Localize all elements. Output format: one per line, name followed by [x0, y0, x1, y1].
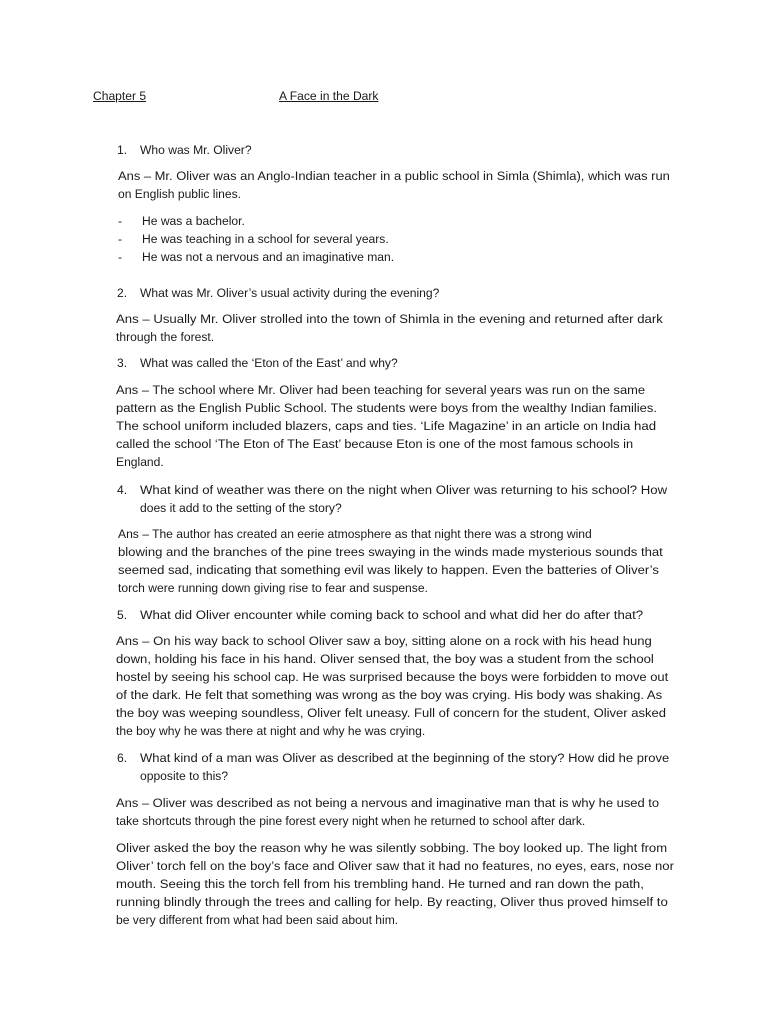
text-line-a6b-l1: Oliver asked the boy the reason why he was silently sobbing. The boy looked up. The light from [116, 841, 668, 855]
text-line-q6-num: 6. [117, 751, 128, 765]
text-line-a6b-l4: running blindly through the trees and calling for help. By reacting, Oliver thus proved himself to [116, 895, 668, 909]
text-line-a4-l3: seemed sad, indicating that something evil was likely to happen. Even the batteries of Oliver’s [118, 563, 659, 577]
text-line-q2-num: 2. [117, 286, 128, 300]
text-line-q5-text: What did Oliver encounter while coming back to school and what did her do after that? [140, 608, 644, 622]
text-line-q4-num: 4. [117, 483, 128, 497]
text-line-q3-text: What was called the ‘Eton of the East’ and why? [140, 356, 398, 370]
text-line-q1-num: 1. [117, 143, 128, 157]
text-line-a5-l3: hostel by seeing his school cap. He was surprised because the boys were forbidden to move out [116, 670, 669, 684]
text-line-q4-l1: What kind of weather was there on the night when Oliver was returning to his school? How [140, 483, 668, 497]
text-line-a6-l1: Ans – Oliver was described as not being a nervous and imaginative man that is why he used to [116, 796, 660, 810]
text-line-a2-l1: Ans – Usually Mr. Oliver strolled into the town of Shimla in the evening and returned after dark [116, 312, 663, 326]
chapter-title: A Face in the Dark [279, 89, 379, 103]
text-line-b1-dash: - [118, 214, 123, 228]
text-line-a3-l2: pattern as the English Public School. The students were boys from the wealthy Indian families. [116, 401, 657, 415]
text-line-b1-text: He was a bachelor. [142, 214, 245, 228]
text-line-a3-l4: called the school ‘The Eton of The East’ because Eton is one of the most famous schools in [116, 437, 634, 451]
text-line-b2-dash: - [118, 232, 123, 246]
text-line-a1-l1: Ans – Mr. Oliver was an Anglo-Indian teacher in a public school in Simla (Shimla), which was run [118, 169, 670, 183]
text-line-q6-l1: What kind of a man was Oliver as described at the beginning of the story? How did he prove [140, 751, 670, 765]
text-line-q6-l2: opposite to this? [140, 769, 229, 783]
text-line-a2-l2: through the forest. [116, 330, 215, 344]
text-line-a5-l5: the boy was weeping soundless, Oliver felt uneasy. Full of concern for the student, Oliver asked [116, 706, 666, 720]
text-line-a3-l5: England. [116, 455, 164, 469]
text-line-a4-l1: Ans – The author has created an eerie atmosphere as that night there was a strong wind [118, 527, 592, 541]
text-line-q4-l2: does it add to the setting of the story? [140, 501, 342, 515]
text-line-a3-l3: The school uniform included blazers, caps and ties. ‘Life Magazine’ in an article on India had [116, 419, 657, 433]
text-line-a5-l6: the boy why he was there at night and why he was crying. [116, 724, 426, 738]
text-line-b3-dash: - [118, 250, 123, 264]
text-line-q2-text: What was Mr. Oliver’s usual activity during the evening? [140, 286, 440, 300]
text-line-a4-l4: torch were running down giving rise to fear and suspense. [118, 581, 428, 595]
text-line-q1-text: Who was Mr. Oliver? [140, 143, 252, 157]
text-line-a5-l4: of the dark. He felt that something was wrong as the boy was crying. His body was shaking. As [116, 688, 663, 702]
text-line-a6-l2: take shortcuts through the pine forest every night when he returned to school after dark. [116, 814, 586, 828]
text-line-q5-num: 5. [117, 608, 128, 622]
text-line-a4-l2: blowing and the branches of the pine trees swaying in the winds made mysterious sounds that [118, 545, 663, 559]
text-line-q3-num: 3. [117, 356, 128, 370]
text-line-b3-text: He was not a nervous and an imaginative man. [142, 250, 395, 264]
text-line-a1-l2: on English public lines. [118, 187, 242, 201]
text-line-a6b-l2: Oliver’ torch fell on the boy’s face and Oliver saw that it had no features, no eyes, ears, nose nor [116, 859, 674, 873]
text-line-a3-l1: Ans – The school where Mr. Oliver had been teaching for several years was run on the same [116, 383, 646, 397]
chapter-number: Chapter 5 [93, 89, 147, 103]
text-line-a6b-l5: be very different from what had been said about him. [116, 913, 399, 927]
text-line-b2-text: He was teaching in a school for several years. [142, 232, 389, 246]
text-line-a6b-l3: mouth. Seeing this the torch fell from his trembling hand. He turned and ran down the path, [116, 877, 644, 891]
text-line-a5-l2: down, holding his face in his hand. Oliver sensed that, the boy was a student from the school [116, 652, 654, 666]
text-line-a5-l1: Ans – On his way back to school Oliver saw a boy, sitting alone on a rock with his head hung [116, 634, 652, 648]
